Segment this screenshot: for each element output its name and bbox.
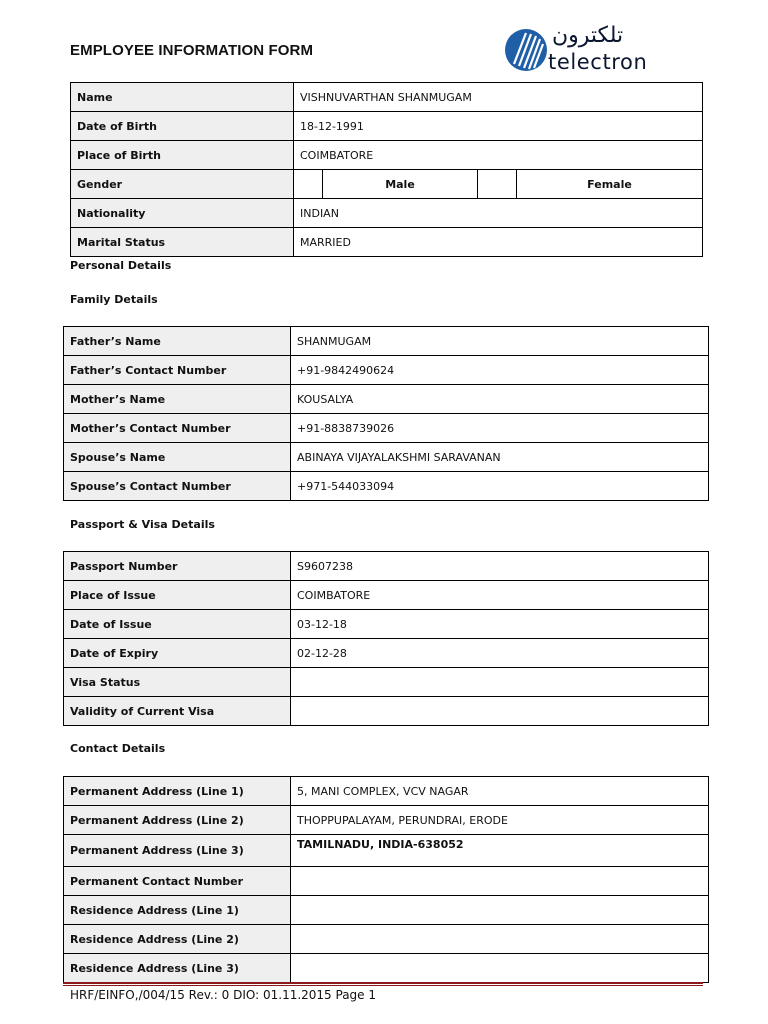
table-row — [71, 228, 703, 257]
table-row — [64, 385, 709, 414]
date-of-birth-field[interactable]: 18-12-1991 — [294, 112, 703, 141]
table-row — [64, 697, 709, 726]
field-label: Marital Status — [71, 228, 294, 257]
section-heading-personal: Personal Details — [70, 259, 172, 272]
field-label: Gender — [71, 170, 294, 199]
table-row — [64, 867, 709, 896]
permanent-address-line3-field[interactable]: TAMILNADU, INDIA-638052 — [291, 835, 709, 867]
gender-male-label: Male — [323, 170, 478, 199]
marital-status-field[interactable]: MARRIED — [294, 228, 703, 257]
table-row — [64, 954, 709, 983]
residence-address-line1-field[interactable] — [291, 896, 709, 925]
field-label: Visa Status — [64, 668, 291, 697]
date-of-expiry-field[interactable]: 02-12-28 — [291, 639, 709, 668]
spouses-name-field[interactable]: ABINAYA VIJAYALAKSHMI SARAVANAN — [291, 443, 709, 472]
field-label: Residence Address (Line 3) — [64, 954, 291, 983]
field-label: Validity of Current Visa — [64, 697, 291, 726]
field-label: Name — [71, 83, 294, 112]
field-label: Place of Birth — [71, 141, 294, 170]
personal-details-table — [70, 82, 703, 257]
form-title: EMPLOYEE INFORMATION FORM — [70, 42, 314, 59]
table-row — [64, 639, 709, 668]
name-field[interactable]: VISHNUVARTHAN SHANMUGAM — [294, 83, 703, 112]
field-label: Date of Birth — [71, 112, 294, 141]
field-label: Spouse’s Contact Number — [64, 472, 291, 501]
contact-details-table — [63, 776, 709, 983]
table-row — [71, 199, 703, 228]
fathers-name-field[interactable]: SHANMUGAM — [291, 327, 709, 356]
table-row — [64, 806, 709, 835]
date-of-issue-field[interactable]: 03-12-18 — [291, 610, 709, 639]
place-of-birth-field[interactable]: COIMBATORE — [294, 141, 703, 170]
field-label: Place of Issue — [64, 581, 291, 610]
table-row — [71, 170, 703, 199]
passport-details-table — [63, 551, 709, 726]
gender-male-checkbox[interactable] — [294, 170, 323, 199]
section-heading-contact: Contact Details — [70, 742, 166, 755]
table-row — [64, 581, 709, 610]
visa-status-field[interactable] — [291, 668, 709, 697]
mothers-contact-field[interactable]: +91-8838739026 — [291, 414, 709, 443]
permanent-address-line1-field[interactable]: 5, MANI COMPLEX, VCV NAGAR — [291, 777, 709, 806]
footer-divider-thin — [63, 985, 703, 986]
table-row — [71, 112, 703, 141]
table-row — [64, 925, 709, 954]
field-label: Permanent Address (Line 1) — [64, 777, 291, 806]
field-label: Residence Address (Line 2) — [64, 925, 291, 954]
table-row — [64, 777, 709, 806]
table-row — [64, 610, 709, 639]
field-label: Mother’s Name — [64, 385, 291, 414]
logo-text: telectron — [548, 50, 648, 74]
residence-address-line3-field[interactable] — [291, 954, 709, 983]
field-label: Spouse’s Name — [64, 443, 291, 472]
footer-divider — [63, 982, 703, 984]
field-label: Nationality — [71, 199, 294, 228]
family-details-table — [63, 326, 709, 501]
field-label: Mother’s Contact Number — [64, 414, 291, 443]
field-label: Father’s Name — [64, 327, 291, 356]
permanent-address-line2-field[interactable]: THOPPUPALAYAM, PERUNDRAI, ERODE — [291, 806, 709, 835]
table-row — [64, 356, 709, 385]
field-label: Date of Issue — [64, 610, 291, 639]
table-row — [64, 668, 709, 697]
permanent-contact-number-field[interactable] — [291, 867, 709, 896]
table-row — [64, 472, 709, 501]
logo-arabic-text: تلكترون — [552, 23, 624, 48]
table-row — [64, 443, 709, 472]
table-row — [64, 327, 709, 356]
field-label: Permanent Address (Line 3) — [64, 835, 291, 867]
field-label: Passport Number — [64, 552, 291, 581]
gender-female-label: Female — [517, 170, 703, 199]
mothers-name-field[interactable]: KOUSALYA — [291, 385, 709, 414]
section-heading-passport: Passport & Visa Details — [70, 518, 215, 531]
table-row — [71, 83, 703, 112]
section-heading-family: Family Details — [70, 293, 158, 306]
footer-reference: HRF/EINFO,/004/15 Rev.: 0 DIO: 01.11.2015 Page 1 — [70, 988, 377, 1002]
place-of-issue-field[interactable]: COIMBATORE — [291, 581, 709, 610]
nationality-field[interactable]: INDIAN — [294, 199, 703, 228]
table-row — [64, 414, 709, 443]
field-label: Permanent Contact Number — [64, 867, 291, 896]
residence-address-line2-field[interactable] — [291, 925, 709, 954]
passport-number-field[interactable]: S9607238 — [291, 552, 709, 581]
visa-validity-field[interactable] — [291, 697, 709, 726]
field-label: Date of Expiry — [64, 639, 291, 668]
table-row — [71, 141, 703, 170]
field-label: Residence Address (Line 1) — [64, 896, 291, 925]
table-row — [64, 552, 709, 581]
spouses-contact-field[interactable]: +971-544033094 — [291, 472, 709, 501]
fathers-contact-field[interactable]: +91-9842490624 — [291, 356, 709, 385]
table-row — [64, 896, 709, 925]
field-label: Father’s Contact Number — [64, 356, 291, 385]
gender-female-checkbox[interactable] — [478, 170, 517, 199]
table-row — [64, 835, 709, 867]
field-label: Permanent Address (Line 2) — [64, 806, 291, 835]
